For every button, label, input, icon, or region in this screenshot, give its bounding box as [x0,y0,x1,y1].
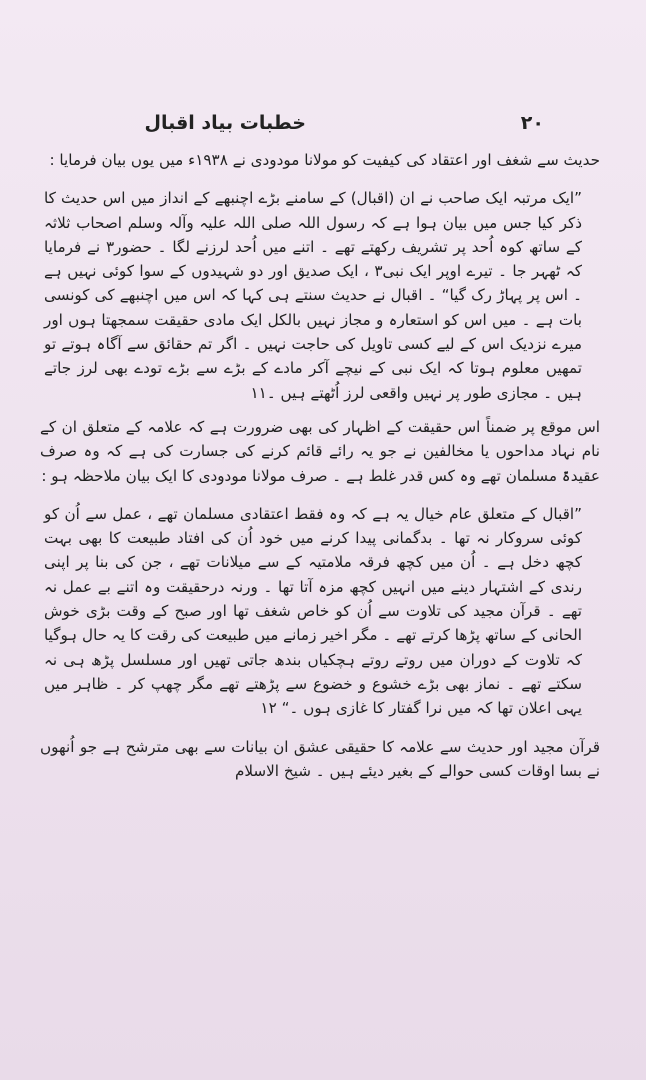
paragraph-intro: حدیث سے شغف اور اعتقاد کی کیفیت کو مولانا مودودی نے ۱۹۳۸ء میں یوں بیان فرمایا : [49,151,600,169]
book-title: خطبات بیاد اقبال [144,112,306,134]
paragraph-context: اس موقع پر ضمناً اس حقیقت کے اظہار کی بھی ضرورت ہے کہ علامہ کے متعلق ان کے نام نہاد مداحوں یا مخالفین نے جو یہ رائے قائم کرنے کی جسارت کی ہے کہ وہ صرف عقیدۃً مسلمان تھے وہ کس قدر غلط ہے ۔ صرف مولانا مودودی کا ایک بیان ملاحظہ ہو : [40,417,600,485]
page-body [40,148,600,797]
quote-hadith-uhud: ”ایک مرتبہ ایک صاحب نے ان (اقبال) کے سامنے بڑے اچنبھے کے انداز میں اس حدیث کا ذکر کیا جس میں بیان ہوا ہے کہ رسول اللہ صلی اللہ علیہ وآلہ وسلم اصحاب ثلاثہ کے ساتھ کوہ اُحد پر تشریف رکھتے تھے ۔ اتنے میں اُحد لرزنے لگا ۔ حضور۳ نے فرمایا کہ ٹھہر جا ۔ تیرے اوپر ایک نبی۳ ، ایک صدیق اور دو شہیدوں کے سوا کوئی نہیں ہے ۔ اس پر پہاڑ رک گیا“ ۔ اقبال نے حدیث سنتے ہی کہا کہ اس میں اچنبھے کی کونسی بات ہے ۔ میں اس کو استعارہ و مجاز نہیں بالکل ایک مادی حقیقت سمجھتا ہوں اور میرے نزدیک اس کے لیے کسی تاویل کی حاجت نہیں ۔ اگر تم حقائق سے آگاہ ہوتے تو تمھیں معلوم ہوتا کہ ایک نبی کے نیچے آکر مادے کے بڑے سے بڑے تودے بھی لرز جاتے ہیں ۔ مجازی طور پر نہیں واقعی لرز اُٹھتے ہیں ۔۱۱ [44,189,583,402]
paragraph-closing: قرآن مجید اور حدیث سے علامہ کا حقیقی عشق ان بیانات سے بھی مترشح ہے جو اُنھوں نے بسا اوقات کسی حوالے کے بغیر دیئے ہیں ۔ شیخ الاسلام [40,737,600,780]
page-header [40,112,606,142]
page-number: ۲۰ [520,112,544,134]
quote-maududi-statement: ”اقبال کے متعلق عام خیال یہ ہے کہ وہ فقط اعتقادی مسلمان تھے ، عمل سے اُن کو کوئی سروکار نہ تھا ۔ بدگمانی پیدا کرنے میں خود اُن کی افتاد طبیعت کا بھی بہت کچھ دخل ہے ۔ اُن میں کچھ فرقہ ملامتیہ کے سے میلانات تھے ، جن کی بنا پر اپنی رندی کے اشتہار دینے میں انہیں کچھ مزہ آتا تھا ۔ ورنہ درحقیقت وہ اتنے بے عمل نہ تھے ۔ قرآن مجید کی تلاوت سے اُن کو خاص شغف تھا اور صبح کے وقت بڑی خوش الحانی کے ساتھ پڑھا کرتے تھے ۔ مگر اخیر زمانے میں طبیعت کی رقت کا یہ حال ہوگیا کہ تلاوت کے دوران میں روتے روتے ہچکیاں بندھ جاتی تھیں اور مسلسل پڑھ ہی نہ سکتے تھے ۔ نماز بھی بڑے خشوع و خضوع سے پڑھتے تھے مگر چھپ کر ۔ ظاہر میں یہی اعلان تھا کہ میں نرا گفتار کا غازی ہوں ۔“ ۱۲ [44,504,582,718]
